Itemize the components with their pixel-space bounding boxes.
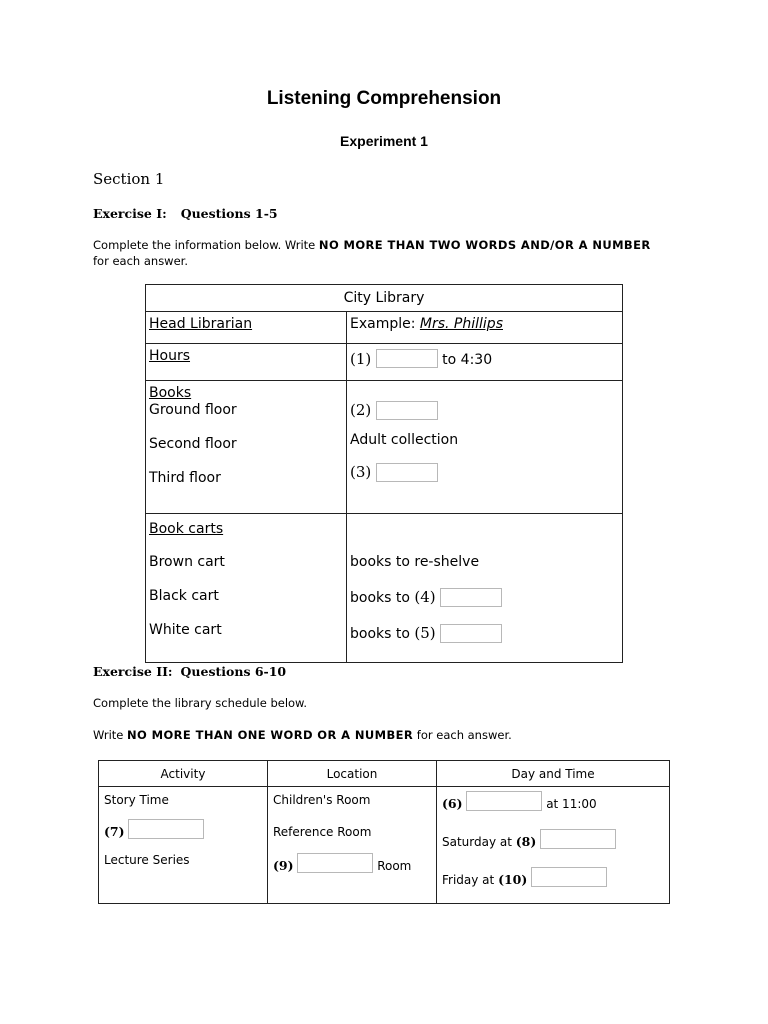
instr-emphasis: NO MORE THAN ONE WORD OR A NUMBER [127,728,414,742]
question-number: (3) [350,463,372,481]
book-carts-cell [146,514,347,663]
exercise-2-instructions: Complete the library schedule below. [93,696,308,710]
instr-text: for each answer. [93,254,188,268]
exercise-1-heading [93,206,278,221]
col-header-location: Location [268,761,437,787]
question-number: (4) [414,588,436,606]
hours-cell [146,344,347,381]
example-cell [347,312,623,344]
book-carts-label: Book carts [149,521,224,537]
question-number: (2) [350,401,372,419]
example-value: Mrs. Phillips [419,316,503,332]
location-cell [268,787,437,904]
head-librarian-cell [146,312,347,344]
exercise-1-questions: Questions 1-5 [180,206,278,221]
answer-box-8[interactable] [540,829,616,849]
question-number: (7) [104,824,125,839]
exercise-2-heading [93,664,286,679]
answer-box-5[interactable] [440,624,502,643]
third-floor-label: Third floor [149,470,221,486]
question-number: (8) [515,834,537,849]
reference-room-text: Reference Room [273,825,372,839]
library-schedule-table [98,760,670,904]
example-label: Example: [350,316,420,332]
instr-text: Complete the information below. Write [93,238,319,252]
at-time-text: at 11:00 [546,797,597,811]
head-librarian-label: Head Librarian [149,316,253,332]
question-number: (5) [414,624,436,642]
friday-at-text: Friday at [442,873,499,887]
books-cell [146,381,347,514]
saturday-at-text: Saturday at [442,835,516,849]
section-heading: Section 1 [93,170,165,188]
adult-collection-text: Adult collection [350,432,459,448]
book-carts-answer-cell [347,514,623,663]
lecture-series-text: Lecture Series [104,853,190,867]
city-library-table [145,284,623,663]
exercise-1-label: Exercise I: [93,206,167,221]
room-text: Room [377,859,412,873]
page-subtitle: Experiment 1 [340,133,428,149]
brown-cart-label: Brown cart [149,554,225,570]
answer-box-10[interactable] [531,867,607,887]
instr-text: for each answer. [413,728,512,742]
instr-text: Write [93,728,128,742]
activity-cell [99,787,268,904]
hours-label: Hours [149,348,191,364]
exercise-2-instructions-2 [93,727,663,743]
story-time-text: Story Time [104,793,169,807]
page-title: Listening Comprehension [266,88,502,109]
question-number: (6) [442,796,463,811]
white-cart-label: White cart [149,622,222,638]
ground-floor-label: Ground floor [149,402,237,418]
books-to-text: books to [350,590,415,606]
to-time-text: to 4:30 [442,352,493,368]
exercise-2-label: Exercise II: [93,664,173,679]
day-time-cell [437,787,670,904]
black-cart-label: Black cart [149,588,219,604]
table-header: City Library [146,285,623,312]
col-header-activity: Activity [99,761,268,787]
second-floor-label: Second floor [149,436,237,452]
answer-box-9[interactable] [297,853,373,873]
books-answer-cell [347,381,623,514]
question-number: (10) [498,872,528,887]
books-to-text: books to [350,626,415,642]
hours-answer-cell [347,344,623,381]
childrens-room-text: Children's Room [273,793,371,807]
answer-box-7[interactable] [128,819,204,839]
question-number: (1) [350,350,372,368]
instr-emphasis: NO MORE THAN TWO WORDS AND/OR A NUMBER [318,238,651,252]
answer-box-4[interactable] [440,588,502,607]
books-label: Books [149,385,192,401]
reshelve-text: books to re-shelve [350,554,480,570]
question-number: (9) [273,858,294,873]
answer-box-2[interactable] [376,401,438,420]
exercise-2-questions: Questions 6-10 [180,664,287,679]
answer-box-3[interactable] [376,463,438,482]
answer-box-6[interactable] [466,791,542,811]
answer-box-1[interactable] [376,349,438,368]
exercise-1-instructions [93,237,663,269]
col-header-day-time: Day and Time [437,761,670,787]
